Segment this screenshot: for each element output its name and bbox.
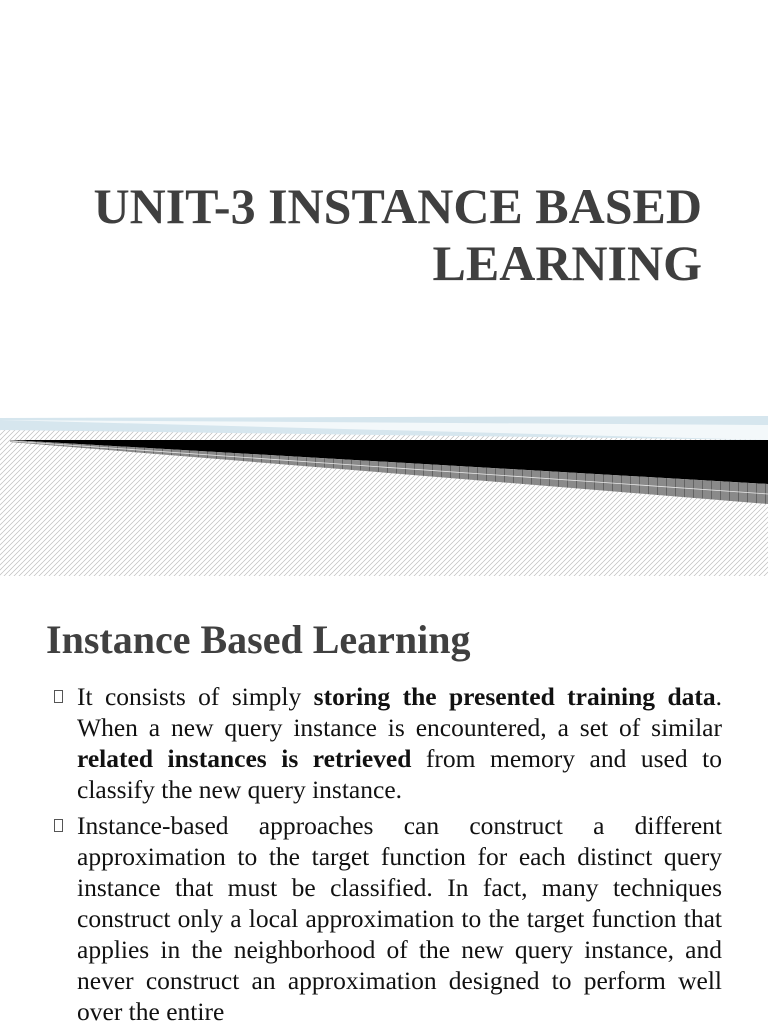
bullet-list (54, 681, 722, 1024)
slide-heading: Instance Based Learning (46, 617, 471, 662)
title-line-2: LEARNING (432, 235, 702, 291)
bullet-text: It consists of simply (77, 682, 314, 711)
bullet-text: . When a new query instance is encountered, a set of similar (77, 682, 722, 742)
bullet-item (54, 810, 722, 1024)
title-line-1: UNIT-3 INSTANCE BASED (93, 178, 702, 234)
square-bullet-icon (54, 819, 63, 832)
content-slide (0, 576, 768, 1024)
bullet-text-bold: storing the presented training data (313, 682, 716, 711)
bullet-item (54, 681, 722, 805)
bullet-text-bold: related instances is retrieved (77, 744, 412, 773)
bullet-text: Instance-based approaches can construct a different approximation to the target function for each distinct query instance that must be classified. In fact, many techniques construct only a local approximation to the target function that applies in the neighborhood of the new query instance, and never construct an approximation designed to perform well over the entire (77, 811, 722, 1024)
bullet-text: from memory and used to classify the new query instance. (77, 744, 722, 804)
square-bullet-icon (54, 690, 63, 703)
slide-title (60, 178, 702, 292)
